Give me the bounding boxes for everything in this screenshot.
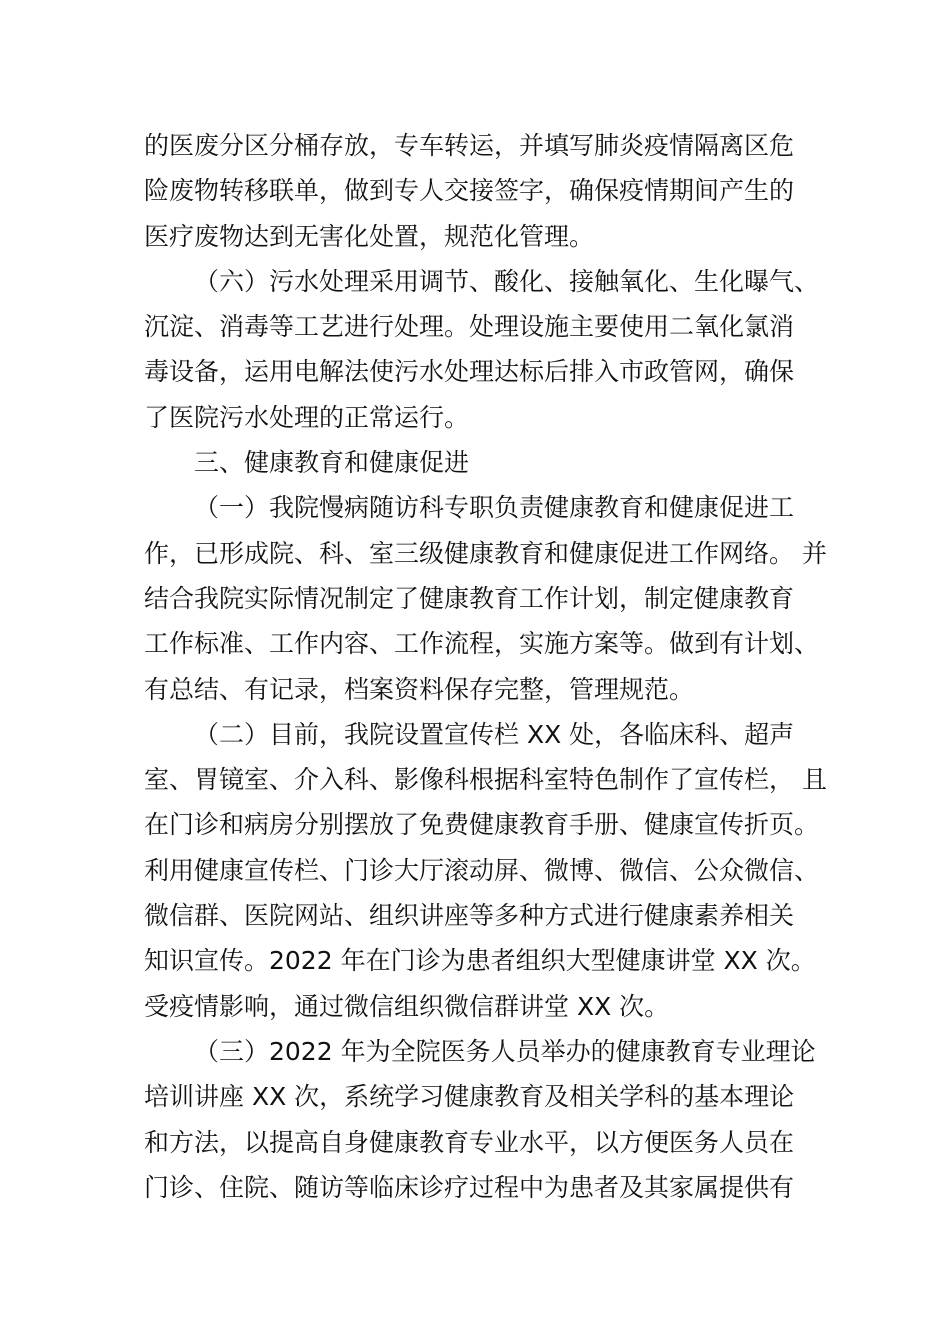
paragraph-first-line: 三、健康教育和健康促进 xyxy=(194,448,470,478)
text-line: 了医院污水处理的正常运行。 xyxy=(144,402,470,432)
text-line: 有总结、有记录，档案资料保存完整，管理规范。 xyxy=(144,674,695,704)
paragraph-first-line: （一）我院慢病随访科专职负责健康教育和健康促进工 xyxy=(194,493,795,523)
text-line: 作，已形成院、科、室三级健康教育和健康促进工作网络。 并 xyxy=(144,538,827,568)
text-line: 在门诊和病房分别摆放了免费健康教育手册、健康宣传折页。 xyxy=(144,810,820,840)
text-line: 利用健康宣传栏、门诊大厅滚动屏、微博、微信、公众微信、 xyxy=(144,855,820,885)
text-line: 和方法，以提高自身健康教育专业水平，以方便医务人员在 xyxy=(144,1127,795,1157)
text-line: 的医废分区分桶存放，专车转运，并填写肺炎疫情隔离区危 xyxy=(144,131,795,160)
text-line: 沉淀、消毒等工艺进行处理。处理设施主要使用二氧化氯消 xyxy=(144,312,795,342)
text-line: 微信群、医院网站、组织讲座等多种方式进行健康素养相关 xyxy=(144,901,795,931)
text-line: 毒设备，运用电解法使污水处理达标后排入市政管网，确保 xyxy=(144,357,795,387)
text-line: 室、胃镜室、介入科、影像科根据科室特色制作了宣传栏， 且 xyxy=(144,765,827,795)
text-line: 险废物转移联单，做到专人交接签字，确保疫情期间产生的 xyxy=(144,176,795,206)
text-line: 医疗废物达到无害化处置，规范化管理。 xyxy=(144,221,595,251)
text-line: 培训讲座 XX 次，系统学习健康教育及相关学科的基本理论 xyxy=(144,1082,795,1112)
paragraph-first-line: （二）目前，我院设置宣传栏 XX 处，各临床科、超声 xyxy=(194,719,795,749)
text-line: 知识宣传。2022 年在门诊为患者组织大型健康讲堂 XX 次。 xyxy=(144,946,816,976)
text-line: 门诊、住院、随访等临床诊疗过程中为患者及其家属提供有 xyxy=(144,1172,795,1202)
paragraph-first-line: （六）污水处理采用调节、酸化、接触氧化、生化曝气、 xyxy=(194,266,820,296)
paragraph-first-line: （三）2022 年为全院医务人员举办的健康教育专业理论 xyxy=(194,1036,816,1066)
document-body xyxy=(144,123,827,1210)
text-line: 受疫情影响，通过微信组织微信群讲堂 XX 次。 xyxy=(144,991,670,1021)
text-line: 结合我院实际情况制定了健康教育工作计划，制定健康教育 xyxy=(144,583,795,613)
text-line: 工作标准、工作内容、工作流程，实施方案等。做到有计划、 xyxy=(144,629,820,659)
